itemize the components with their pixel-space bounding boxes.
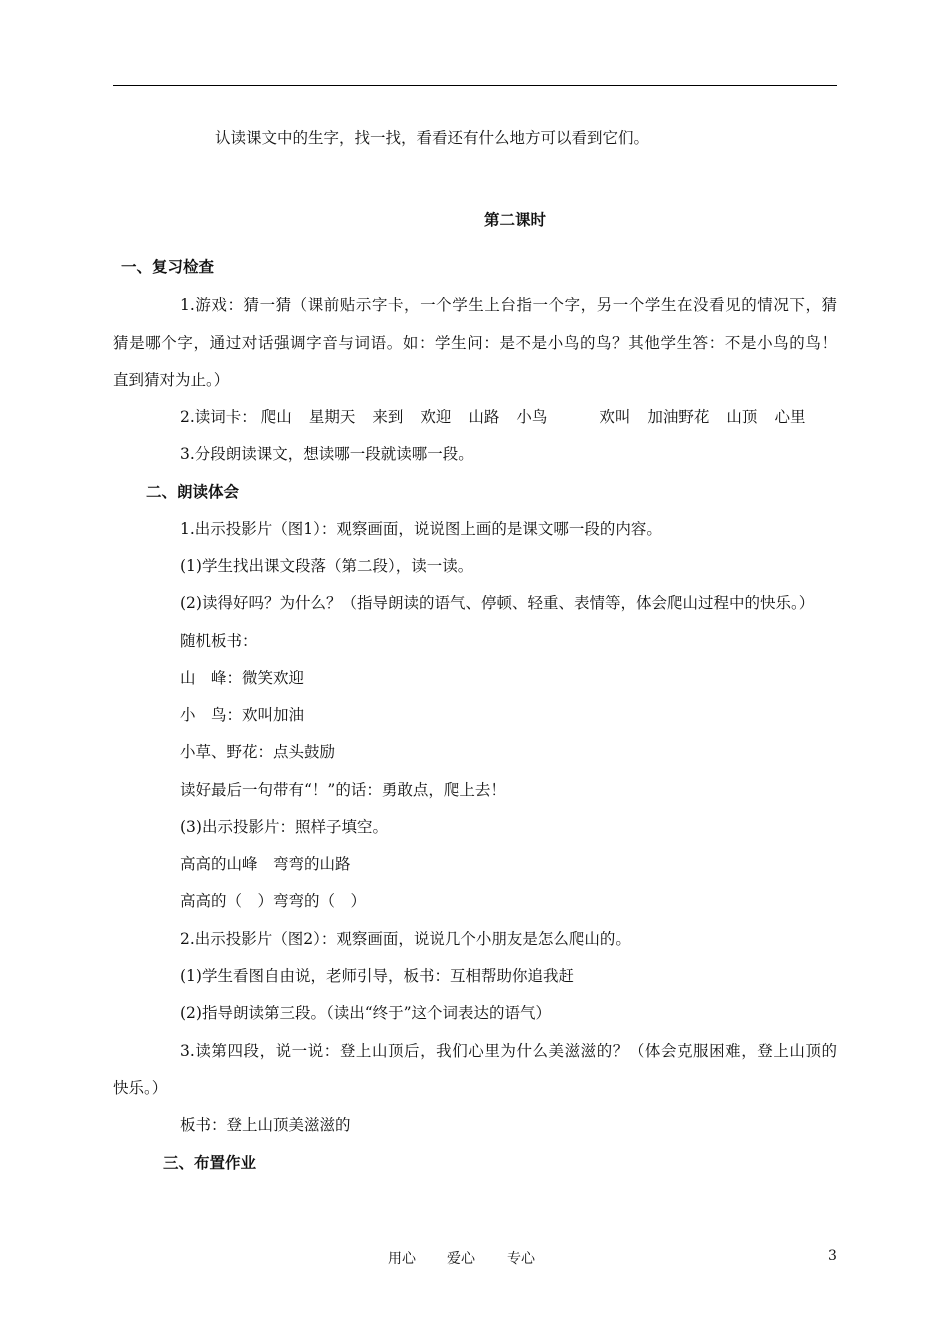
paragraph-game-line2: 猜是哪个字，通过对话强调字音与词语。如：学生问：是不是小鸟的鸟？其他学生答：不是小鸟的鸟！ <box>113 334 837 352</box>
reading-line: (1)学生看图自由说，老师引导，板书：互相帮助你追我赶 <box>180 967 574 985</box>
reading-line: (1)学生找出课文段落（第二段），读一读。 <box>180 557 474 575</box>
word-card-item: 欢叫 <box>599 408 631 426</box>
paragraph-fourth-section-line2: 快乐。） <box>113 1079 168 1097</box>
reading-line: (2)读得好吗？为什么？（指导朗读的语气、停顿、轻重、表情等，体会爬山过程中的快乐。） <box>180 594 815 612</box>
word-card-item: 来到 <box>372 408 404 426</box>
word-card-item: 加油野花 <box>647 408 710 426</box>
word-card-line <box>180 407 805 427</box>
section-heading-reading: 二、朗读体会 <box>146 482 240 501</box>
footer-right: 专心 <box>507 1251 535 1267</box>
header-rule <box>113 85 837 86</box>
word-card-item: 山路 <box>468 408 500 426</box>
lesson-title: 第二课时 <box>484 210 547 229</box>
word-card-label: 2.读词卡： <box>180 408 257 426</box>
reading-line: 高高的山峰 弯弯的山路 <box>180 855 351 873</box>
reading-line: 小草、野花：点头鼓励 <box>180 743 336 761</box>
section-heading-homework: 三、布置作业 <box>163 1153 257 1172</box>
reading-line: (2)指导朗读第三段。（读出“终于”这个词表达的语气） <box>180 1004 552 1022</box>
paragraph-fourth-section-line1: 3.读第四段，说一说：登上山顶后，我们心里为什么美滋滋的？（体会克服困难，登上山顶的 <box>180 1042 837 1060</box>
paragraph-game-line3: 直到猜对为止。） <box>113 371 230 389</box>
top-note: 认读课文中的生字，找一找，看看还有什么地方可以看到它们。 <box>215 129 650 147</box>
paragraph-read-sections: 3.分段朗读课文，想读哪一段就读哪一段。 <box>180 445 474 463</box>
page-number: 3 <box>828 1248 837 1264</box>
word-card-item: 心里 <box>774 408 806 426</box>
word-card-item: 小鸟 <box>516 408 548 426</box>
section-heading-review: 一、复习检查 <box>121 257 215 276</box>
reading-line: 高高的（ ）弯弯的（ ） <box>180 892 367 910</box>
reading-line: 小 鸟：欢叫加油 <box>180 706 305 724</box>
word-card-item: 星期天 <box>308 408 356 426</box>
reading-line: 2.出示投影片（图2）：观察画面，说说几个小朋友是怎么爬山的。 <box>180 930 631 948</box>
paragraph-game-line1: 1.游戏：猜一猜（课前贴示字卡，一个学生上台指一个字，另一个学生在没看见的情况下，猜 <box>180 296 837 314</box>
footer-middle: 爱心 <box>447 1251 475 1267</box>
board-note: 板书：登上山顶美滋滋的 <box>180 1116 351 1134</box>
reading-line: 读好最后一句带有“！”的话：勇敢点，爬上去！ <box>180 781 506 799</box>
word-card-item: 山顶 <box>726 408 758 426</box>
reading-line: 随机板书： <box>180 632 258 650</box>
reading-line: 1.出示投影片（图1）：观察画面，说说图上画的是课文哪一段的内容。 <box>180 520 662 538</box>
word-card-item: 爬山 <box>260 408 292 426</box>
reading-line: (3)出示投影片：照样子填空。 <box>180 818 388 836</box>
footer-left: 用心 <box>388 1251 416 1267</box>
word-card-item: 欢迎 <box>420 408 452 426</box>
reading-line: 山 峰：微笑欢迎 <box>180 669 305 687</box>
